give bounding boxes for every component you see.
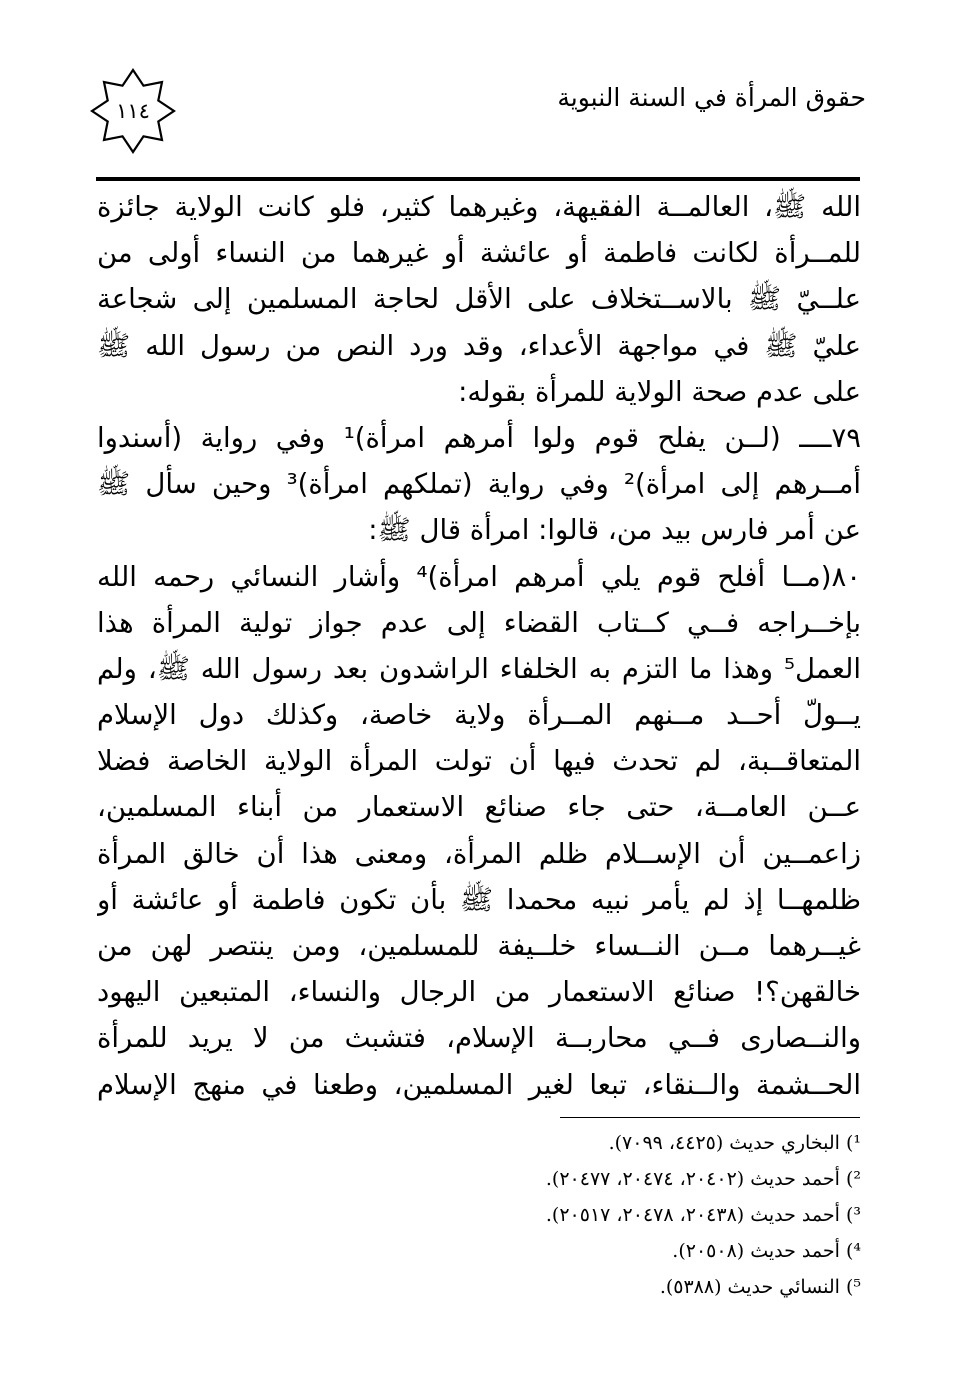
body-line: بإخــراجه فــي كــتاب القضاء إلى عدم جواز تولية المرأة هذا [97, 606, 861, 639]
body-line: ظلمهــا إذ لم يأمر نبيه محمدا ﷺ بأن تكون فاطمة أو عائشة أو [97, 883, 861, 916]
page-number-badge [90, 68, 176, 154]
body-line: عن أمر فارس بيد من، قالوا: امرأة قال ﷺ: [368, 514, 861, 547]
body-line: خالقهن؟! صنائع الاستعمار من الرجال والنساء، المتبعين اليهود [97, 976, 861, 1009]
footnote-item: ³) أحمد حديث (٢٠٤٣٨، ٢٠٤٧٨، ٢٠٥١٧). [545, 1204, 861, 1226]
footnote-item: ¹) البخاري حديث (٤٤٢٥، ٧٠٩٩). [608, 1132, 861, 1154]
body-line: والنــصارى فــي محاربــة الإسلام، فتشبث من لا يريد للمرأة [97, 1022, 861, 1055]
body-line: زاعمــين أن الإســلام ظلم المرأة، ومعنى هذا أن خالق المرأة [97, 837, 861, 870]
body-line: العمل⁵ وهذا ما التزم به الخلفاء الراشدون بعد رسول الله ﷺ، ولم [97, 652, 861, 685]
running-header-title: حقوق المرأة في السنة النبوية [557, 83, 866, 112]
footnote-item: ⁵) النسائي حديث (٥٣٨٨). [659, 1276, 861, 1298]
main-text-block [97, 184, 861, 1108]
body-line: عــن العامــة، حتى جاء صنائع الاستعمار من أبناء المسلمين، [97, 791, 861, 824]
body-line: علــيّ ﷺ بالاســتخلاف على الأقل لحاجة المسلمين إلى شجاعة [97, 283, 861, 316]
body-line: الحــشمة والــنقاء، تبعا لغير المسلمين، وطعنا في منهج الإسلام [97, 1068, 861, 1101]
header-divider [96, 177, 860, 181]
body-line: المتعاقــبة، لم تحدث فيها أن تولت المرأة الولاية الخاصة فضلا [97, 745, 861, 778]
footnote-item: ²) أحمد حديث (٢٠٤٠٢، ٢٠٤٧٤، ٢٠٤٧٧). [545, 1168, 861, 1190]
body-line: للمــرأة لكانت فاطمة أو عائشة أو غيرهما من النساء أولى من [97, 237, 861, 270]
page-number: ١١٤ [116, 99, 150, 123]
body-line: الله ﷺ، العالمــة الفقيهة، وغيرهما كثير، فلو كانت الولاية جائزة [97, 191, 861, 223]
body-line: على عدم صحة الولاية للمرأة بقوله: [458, 375, 861, 408]
body-line: يــولّ أحــد مــنهم المــرأة ولاية خاصة، وكذلك دول الإسلام [97, 699, 861, 732]
body-line: غيــرهما مــن النــساء خلــيفة للمسلمين، ومن ينتصر لهن من [97, 930, 861, 962]
footnotes [361, 1125, 861, 1305]
body-line: ٧٩ــــ (لــن يفلح قوم ولوا أمرهم امرأة)¹ وفي رواية (أسندوا [97, 421, 861, 454]
body-line: عليّ ﷺ في مواجهة الأعداء، وقد ورد النص من رسول الله ﷺ [97, 329, 861, 362]
footnote-divider [560, 1117, 860, 1118]
body-line: ٨٠(مــا أفلح قوم يلي أمرهم امرأة)⁴ وأشار النسائي رحمه الله [97, 560, 861, 593]
body-line: أمــرهم إلى امرأة)² وفي رواية (تملكهم امرأة)³ وحين سأل ﷺ [97, 468, 861, 501]
footnote-item: ⁴) أحمد حديث (٢٠٥٠٨). [672, 1240, 861, 1262]
